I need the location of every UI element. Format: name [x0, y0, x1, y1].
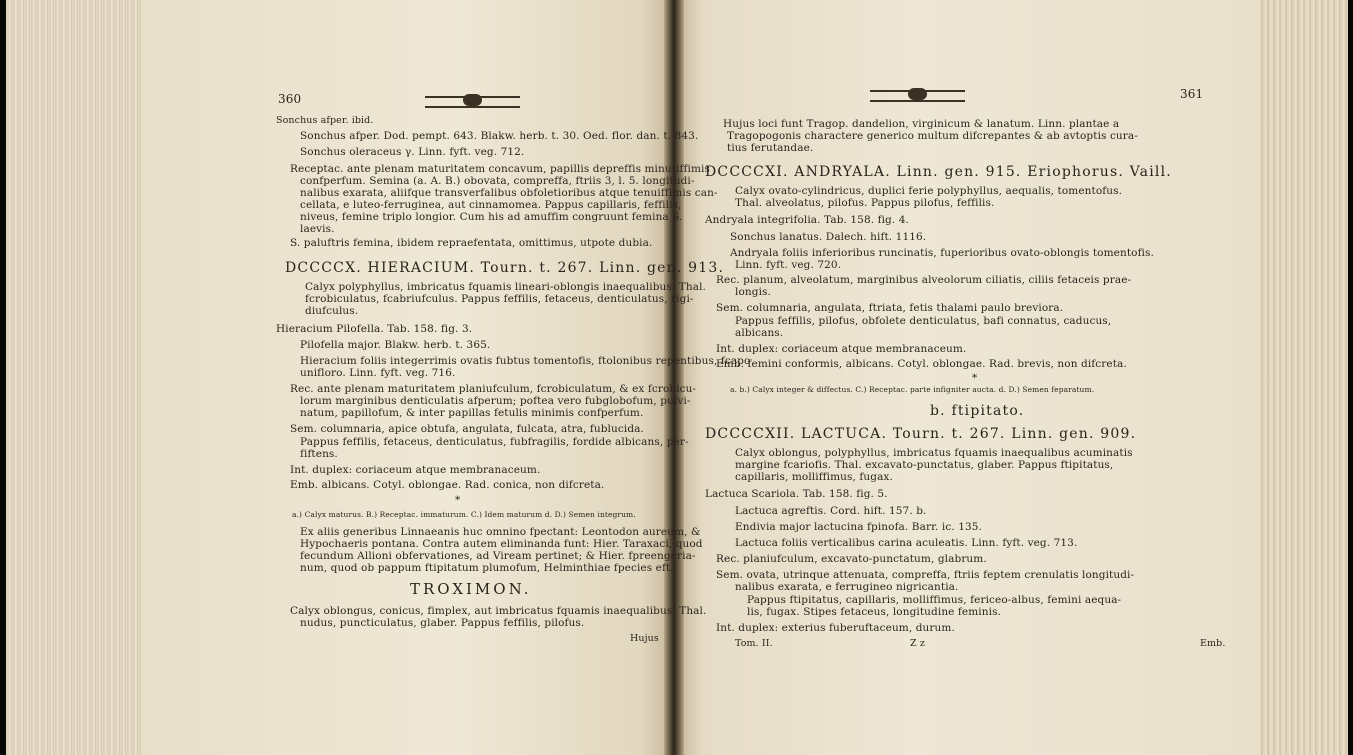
- right-page-text-line: lis, fugax. Stipes fetaceus, longitudine feminis.: [747, 606, 1001, 618]
- left-page-text-line: fiftens.: [300, 448, 338, 460]
- left-page-text-line: TROXIMON.: [410, 580, 532, 598]
- right-page-text-line: Pappus ftipitatus, capillaris, molliffimus, fericeo-albus, femini aequa-: [747, 594, 1122, 606]
- right-page-text-line: Sonchus lanatus. Dalech. hift. 1116.: [730, 231, 927, 243]
- left-page-text-line: DCCCCX. HIERACIUM. Tourn. t. 267. Linn. gen. 913.: [285, 260, 725, 276]
- right-page-text-line: Hujus loci funt Tragop. dandelion, virginicum & lanatum. Linn. plantae a: [723, 118, 1120, 130]
- right-page-text-line: a. b.) Calyx integer & diffectus. C.) Receptac. parte infigniter aucta. d. D.) Semen feparatum.: [730, 385, 1095, 394]
- left-page-text-line: *: [455, 494, 461, 506]
- right-page-text-line: Andryala foliis inferioribus runcinatis, fuperioribus ovato-oblongis tomentofis.: [730, 247, 1154, 259]
- left-page-text-line: nudus, puncticulatus, glaber. Pappus feffilis, pilofus.: [300, 617, 585, 629]
- right-page-text-line: Emb. femini conformis, albicans. Cotyl. oblongae. Rad. brevis, non difcreta.: [716, 358, 1127, 370]
- right-page-text-line: Sem. columnaria, angulata, ftriata, fetis thalami paulo breviora.: [716, 302, 1064, 314]
- left-page-text-line: Emb. albicans. Cotyl. oblongae. Rad. conica, non difcreta.: [290, 479, 605, 491]
- right-page-text-line: Rec. planum, alveolatum, marginibus alveolorum ciliatis, ciliis fetaceis prae-: [716, 274, 1132, 286]
- left-page-text-line: laevis.: [300, 223, 335, 235]
- left-page-text-line: Calyx polyphyllus, imbricatus fquamis lineari-oblongis inaequalibus. Thal.: [305, 281, 706, 293]
- right-page-text-line: Endivia major lactucina fpinofa. Barr. ic. 135.: [735, 521, 983, 533]
- right-page-text-line: tius ferutandae.: [727, 142, 814, 154]
- left-page-text-line: num, quod ob pappum ftipitatum plumofum, Helminthiae fpecies eft.: [300, 562, 674, 574]
- right-page-text-line: DCCCCXI. ANDRYALA. Linn. gen. 915. Eriophorus. Vaill.: [705, 164, 1172, 180]
- right-page-text-line: longis.: [735, 286, 771, 298]
- left-page-text-line: Pilofella major. Blakw. herb. t. 365.: [300, 339, 491, 351]
- left-page-text-line: fecundum Allioni obfervationes, ad Viream pertinet; & Hier. fpreengeria-: [300, 550, 696, 562]
- left-page-text-line: a.) Calyx maturus. B.) Receptac. immaturum. C.) Idem maturum d. D.) Semen integrum.: [292, 510, 636, 519]
- left-page-text-line: Hypochaeris pontana. Contra autem eliminanda funt: Hier. Taraxaci, quod: [300, 538, 703, 550]
- left-page-text-line: Hieracium foliis integerrimis ovatis fubtus tomentofis, ftolonibus repentibus, fcapo: [300, 355, 751, 367]
- book-gutter: [664, 0, 684, 755]
- right-page-text-line: Sem. ovata, utrinque attenuata, compreffa, ftriis feptem crenulatis longitudi-: [716, 569, 1135, 581]
- right-page-text-line: nalibus exarata, e ferrugineo nigricantia.: [735, 581, 959, 593]
- left-page-text-line: confperfum. Semina (a. A. B.) obovata, compreffa, ftriis 3, l. 5. longitudi-: [300, 175, 695, 187]
- left-page-edges: [6, 0, 152, 755]
- right-page-text-line: margine fcariofis. Thal. excavato-punctatus, glaber. Pappus ftipitatus,: [735, 459, 1114, 471]
- right-page-text-line: albicans.: [735, 327, 784, 339]
- right-page-text-line: Emb.: [1200, 638, 1226, 649]
- right-folio: 361: [1180, 87, 1204, 101]
- left-page-text-line: Receptac. ante plenam maturitatem concavum, papillis depreffis minutiffimis: [290, 163, 710, 175]
- left-page-text-line: Sem. columnaria, apice obtufa, angulata, fulcata, atra, fublucida.: [290, 423, 644, 435]
- right-header-ornament: [870, 90, 965, 102]
- right-page-edges: [1258, 0, 1348, 755]
- right-page-text-line: *: [972, 372, 978, 384]
- right-page-text-line: Lactuca foliis verticalibus carina aculeatis. Linn. fyft. veg. 713.: [735, 537, 1078, 549]
- right-page-text-line: Rec. planiufculum, excavato-punctatum, glabrum.: [716, 553, 987, 565]
- right-page-text-line: Tragopogonis charactere generico multum difcrepantes & ab avtoptis cura-: [727, 130, 1138, 142]
- left-page-text-line: diufculus.: [305, 305, 359, 317]
- right-page-text-line: capillaris, molliffimus, fugax.: [735, 471, 893, 483]
- left-page-text-line: Calyx oblongus, conicus, fimplex, aut imbricatus fquamis inaequalibus. Thal.: [290, 605, 707, 617]
- right-page-text-line: Pappus feffilis, pilofus, obfolete denticulatus, bafi connatus, caducus,: [735, 315, 1112, 327]
- left-page-text-line: Hujus: [630, 633, 659, 644]
- left-page-text-line: lorum marginibus denticulatis afperum; poftea vero fubglobofum, pulvi-: [300, 395, 691, 407]
- left-page-text-line: Int. duplex: coriaceum atque membranaceum.: [290, 464, 541, 476]
- left-page-text-line: Rec. ante plenam maturitatem planiufculum, fcrobiculatum, & ex fcrobicu-: [290, 383, 697, 395]
- right-page-text-line: Lactuca Scariola. Tab. 158. fig. 5.: [705, 488, 888, 500]
- left-page-text-line: unifloro. Linn. fyft. veg. 716.: [300, 367, 456, 379]
- left-page-text-line: Sonchus afper. ibid.: [276, 115, 374, 126]
- right-page-text-line: Z z: [910, 638, 925, 649]
- right-page-text-line: Calyx oblongus, polyphyllus, imbricatus fquamis inaequalibus acuminatis: [735, 447, 1133, 459]
- right-page-text-line: Andryala integrifolia. Tab. 158. fig. 4.: [705, 214, 909, 226]
- left-folio: 360: [278, 92, 302, 106]
- left-page-text-line: Sonchus afper. Dod. pempt. 643. Blakw. herb. t. 30. Oed. flor. dan. t. 843.: [300, 130, 699, 142]
- left-page-text-line: cellata, e luteo-ferruginea, aut cinnamomea. Pappus capillaris, feffilis,: [300, 199, 682, 211]
- right-page-text-line: DCCCCXII. LACTUCA. Tourn. t. 267. Linn. gen. 909.: [705, 426, 1137, 442]
- left-page-text-line: fcrobiculatus, fcabriufculus. Pappus feffilis, fetaceus, denticulatus, rigi-: [305, 293, 694, 305]
- right-page-text-line: Thal. alveolatus, pilofus. Pappus pilofus, feffilis.: [735, 197, 995, 209]
- left-page-text-line: natum, papillofum, & inter papillas fetulis minimis confperfum.: [300, 407, 644, 419]
- left-page-text-line: Sonchus oleraceus γ. Linn. fyft. veg. 712.: [300, 146, 525, 158]
- left-page-text-line: S. paluftris femina, ibidem repraefentata, omittimus, utpote dubia.: [290, 237, 653, 249]
- right-page-text-line: Int. duplex: exterius fuberuftaceum, durum.: [716, 622, 955, 634]
- left-header-ornament: [425, 96, 520, 108]
- right-page-text-line: b. ftipitato.: [930, 403, 1025, 419]
- right-page-text-line: Lactuca agreftis. Cord. hift. 157. b.: [735, 505, 927, 517]
- right-page-text-line: Tom. II.: [735, 638, 773, 649]
- right-page-text-line: Linn. fyft. veg. 720.: [735, 259, 842, 271]
- left-page-text-line: Hieracium Pilofella. Tab. 158. fig. 3.: [276, 323, 473, 335]
- left-page-text-line: nalibus exarata, aliifque transverfalibus obfoletioribus atque tenuiffimis can-: [300, 187, 718, 199]
- left-page-text-line: niveus, femine triplo longior. Cum his ad amuffim congruunt femina S.: [300, 211, 683, 223]
- left-page-text-line: Ex aliis generibus Linnaeanis huc omnino fpectant: Leontodon aureum, &: [300, 526, 701, 538]
- right-page-text-line: Int. duplex: coriaceum atque membranaceum.: [716, 343, 967, 355]
- left-page-text-line: Pappus feffilis, fetaceus, denticulatus, fubfragilis, fordide albicans, per-: [300, 436, 689, 448]
- right-page-text-line: Calyx ovato-cylindricus, duplici ferie polyphyllus, aequalis, tomentofus.: [735, 185, 1123, 197]
